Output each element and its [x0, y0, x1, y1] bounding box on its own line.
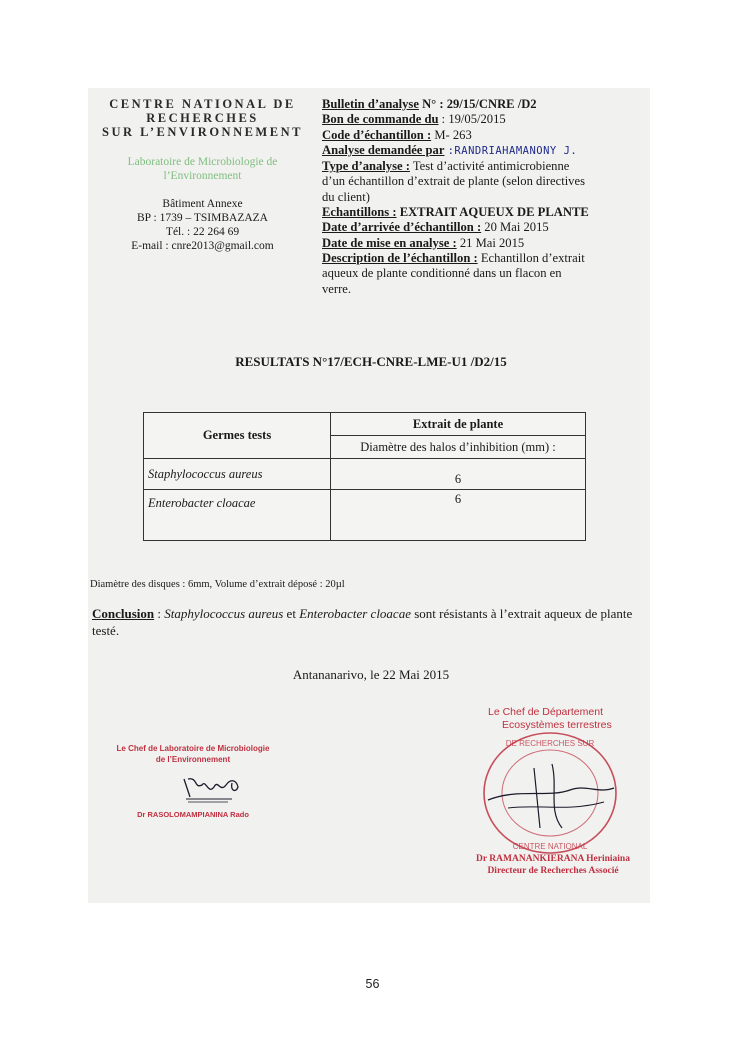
value-cell: 6 [331, 459, 586, 490]
type-line: Type d’analyse : Test d’activité antimicrobienne [322, 159, 570, 174]
samples-line: Echantillons : EXTRAIT AQUEUX DE PLANTE [322, 205, 589, 220]
laboratory-name: Laboratoire de Microbiologie de l’Environnement [127, 156, 278, 182]
arrival-line: Date d’arrivée d’échantillon : 20 Mai 2015 [322, 220, 549, 235]
table-row [144, 490, 586, 541]
svg-text:CENTRE NATIONAL: CENTRE NATIONAL [512, 842, 588, 851]
requested-by-line: Analyse demandée par :RANDRIAHAMANONY J. [322, 142, 578, 157]
signature-left: Le Chef de Laboratoire de Microbiologie de l’Environnement Dr RASOLOMAMPIANINA Rado [108, 743, 278, 820]
handwritten-signature-left [180, 773, 250, 805]
disk-note: Diamètre des disques : 6mm, Volume d’extrait déposé : 20µl [90, 579, 345, 590]
sample-code-line: Code d’échantillon : M- 263 [322, 127, 472, 142]
bulletin-line: Bulletin d’analyse N° : 29/15/CNRE /D2 [322, 97, 537, 111]
page-number: 56 [365, 977, 380, 991]
results-table [143, 412, 586, 541]
address-block: Bâtiment Annexe BP : 1739 – TSIMBAZAZA Tél. : 22 264 69 E-mail : cnre2013@gmail.com [131, 198, 274, 252]
signatory-right-role: Directeur de Recherches Associé [487, 866, 619, 876]
signatory-left-name: Dr RASOLOMAMPIANINA Rado [137, 810, 249, 819]
value-cell: 6 [331, 490, 586, 541]
svg-text:DE RECHERCHES SUR: DE RECHERCHES SUR [505, 739, 595, 748]
col-germs-header: Germes tests [144, 413, 331, 459]
description-line: Description de l’échantillon : Echantillon d’extrait [322, 250, 585, 265]
order-line: Bon de commande du : 19/05/2015 [322, 112, 506, 127]
germ-cell: Staphylococcus aureus [144, 459, 331, 490]
germ-cell: Enterobacter cloacae [144, 490, 331, 541]
signatory-right-name: Dr RAMANANKIERANA Heriniaina [476, 854, 630, 864]
results-title: RESULTATS N°17/ECH-CNRE-LME-U1 /D2/15 [235, 354, 507, 369]
institution-header [100, 97, 305, 253]
signatory-right [468, 853, 638, 877]
col-extract-header: Extrait de plante [331, 413, 586, 436]
col-diameter-header: Diamètre des halos d’inhibition (mm) : [331, 436, 586, 459]
table-row [144, 459, 586, 490]
handwritten-name: :RANDRIAHAMANONY J. [447, 144, 578, 157]
official-stamp [478, 728, 623, 858]
start-line: Date de mise en analyse : 21 Mai 2015 [322, 235, 525, 250]
place-date: Antananarivo, le 22 Mai 2015 [292, 667, 450, 682]
analysis-info: Bulletin d’analyse N° : 29/15/CNRE /D2 Bon de commande du : 19/05/2015 Code d’échantillon : M- 263 Analyse demandée par :RANDRIAHAMANONY J. Type d’analyse : Test d’activité antimicrobienne d’un échantillon d’extrait de plante (selon directives du client) Echantillons : EXTRAIT AQUEUX DE PLANTE Date d’arrivée d’échantillon : 20 Mai 2015 Date de mise en analyse : 21 Mai 2015 Description de l’échantillon : Echantillon d’extrait aqueux de plante conditionné dans un flacon en verre. [322, 97, 620, 297]
conclusion: Conclusion : Staphylococcus aureus et Enterobacter cloacae sont résistants à l’extrait aqueux de plante testé. [92, 606, 633, 638]
signature-right-title: Le Chef de Département Ecosystèmes terrestres [488, 706, 612, 731]
institution-name: CENTRE NATIONAL DE RECHERCHES SUR L’ENVIRONNEMENT [102, 97, 303, 139]
